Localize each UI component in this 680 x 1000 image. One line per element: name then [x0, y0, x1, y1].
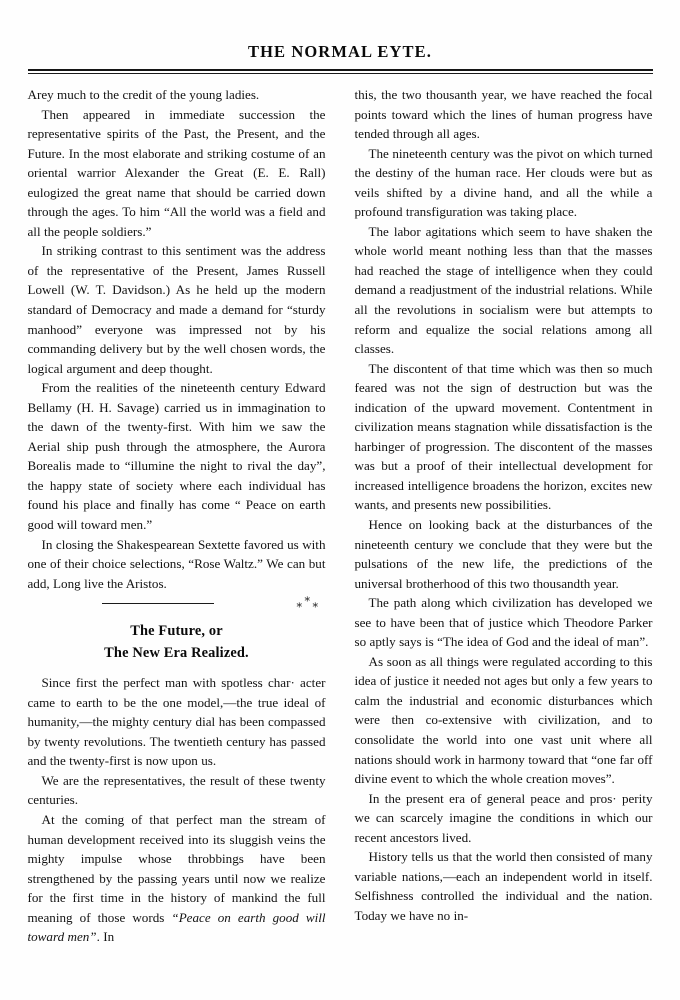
right-column: [355, 85, 653, 926]
paragraph: The nineteenth century was the pivot on which turned the destiny of the human race. Her clouds were but as veils shifted by a divine hand, and all the while a profound transfiguration was taking place.: [354, 145, 653, 220]
asterisk-icon: ⁎: [312, 598, 318, 611]
paragraph-text-before-quote: At the coming of that perfect man the stream of human development received into its sluggish veins the mighty impulse whose throbbings have been strengthened by the passing years until now we realize for the first time in the history of mankind the full meaning of those words: [27, 812, 326, 925]
paragraph: The labor agitations which seem to have shaken the whole world meant nothing less than that the masses had reached the stage of intelligence when they could demand a readjustment of the industrial relations. While all the revolutions in socialism were but attempts to reform and equalize the social relations among all classes.: [354, 223, 653, 357]
publication-title: THE NORMAL EYTE.: [247, 42, 432, 61]
section-heading: [28, 620, 326, 664]
two-column-body: [28, 74, 653, 947]
paragraph: In closing the Shakespearean Sextette favored us with one of their choice selections, “Rose Waltz.” We can but add, Long live the Aristos.: [27, 536, 326, 591]
horizontal-divider-rule: [102, 603, 214, 604]
asterism-ornament: [294, 594, 324, 612]
paragraph: In striking contrast to this sentiment was the address of the representative of the Present, James Russell Lowell (W. T. Davidson.) As he held up the modern standard of Democracy and made a demand for “sturdy manhood” everyone was impressed not by his commanding delivery but by the well chosen words, the logical argument and deep thought.: [27, 243, 326, 376]
paragraph: Hence on looking back at the disturbances of the nineteenth century we conclude that they were but the pulsations of the new life, the predictions of the universal brotherhood of this two thousandth year.: [354, 517, 653, 591]
paragraph: Then appeared in immediate succession the representative spirits of the Past, the Present, and the Future. In the most elaborate and striking costume of an oriental warrior Alexander the Great (E. E. Rall) eulogized the great name that should be carried down through the ages. To him “All the world was a field and all the people soldiers.”: [27, 106, 326, 239]
paragraph-text-after-quote: . In: [96, 929, 115, 945]
paragraph: Arey much to the credit of the young ladies.: [27, 86, 260, 102]
paragraph-with-italic-quote: [28, 810, 326, 947]
asterisk-icon: ⁎: [296, 598, 302, 611]
paragraph: In the present era of general peace and pros· perity we can scarcely imagine the conditions in which our recent ancestors lived.: [354, 790, 653, 845]
paragraph: The discontent of that time which was then so much feared was not the sign of destruction but was the indication of the upward movement. Contentment in civilization means stagnation while dissatisfaction is the harbinger of progression. The discontent of the masses was but a proof of their intellectual development for increased intelligence broadens the horizon, excites new wants, and presents new possibilities.: [354, 360, 653, 513]
paragraph: The path along which civilization has developed we see to have been that of justice which Theodore Parker so aptly says is “The idea of God and the ideal of man”.: [354, 595, 653, 650]
asterisk-icon: ⁎: [304, 592, 310, 605]
section-heading-line-2: The New Era Realized.: [104, 645, 249, 662]
paragraph: Since first the perfect man with spotless char· acter came to earth to be the one model,—the true ideal of humanity,—the mighty century dial has been compassed by twenty revolutions. The twentieth century has passed and the twenty-first is now upon us.: [27, 675, 326, 769]
italic-quote: “Peace on earth good will toward men”: [27, 909, 326, 945]
paragraph: History tells us that the world then consisted of many variable nations,—each an independent world in itself. Selfishness controlled the individual and the nation. Today we have no in-: [354, 849, 653, 923]
section-heading-line-1: The Future, or: [130, 623, 223, 640]
paragraph: We are the representatives, the result of these twenty centuries.: [27, 772, 326, 808]
paragraph: As soon as all things were regulated according to this idea of justice it needed not ages but only a few years to calm the industrial and economic disturbances which were then co-extensive with civilization, and to consolidate the world into one vast unit where all nations should work in harmony toward that “one far off divine event to which the whole creation moves”.: [354, 653, 653, 787]
paragraph: this, the two thousanth year, we have reached the focal points toward which the lines of human progress have tended through all ages.: [354, 86, 653, 142]
section-break: [28, 593, 326, 615]
masthead: [0, 0, 680, 74]
paragraph: From the realities of the nineteenth century Edward Bellamy (H. H. Savage) carried us in immagination to the dawn of the twenty-first. With him we saw the Aerial ship push through the atmosphere, the Aurora Borealis made to “illumine the night to rival the day”, the happy state of society where each individual has found his place and finally has come “ Peace on earth good will toward men.”: [27, 380, 326, 533]
left-column: [28, 85, 326, 947]
